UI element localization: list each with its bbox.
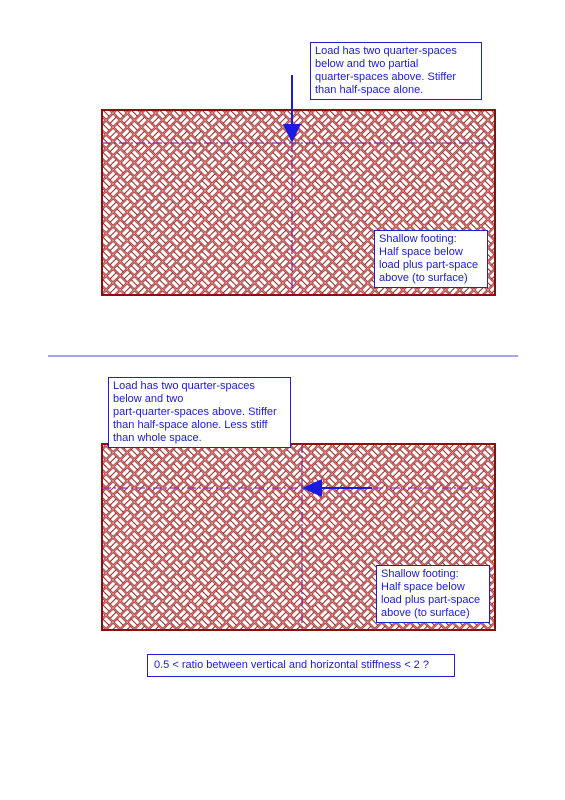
note-line: above (to surface) — [379, 272, 468, 284]
note-line: below and two — [113, 393, 184, 405]
note-line: Half space below — [381, 581, 465, 593]
note-line: than whole space. — [113, 432, 202, 444]
top-footing-note — [374, 230, 488, 288]
note-line: Load has two quarter-spaces — [113, 380, 255, 392]
note-line: than half-space alone. Less stiff — [113, 419, 268, 431]
note-line: load plus part-space — [379, 259, 479, 271]
note-line: than half-space alone. — [315, 84, 424, 96]
stiffness-ratio-question — [147, 654, 455, 677]
note-line: below and two partial — [315, 58, 419, 70]
note-line: Half space below — [379, 246, 463, 258]
bottom-load-note — [108, 377, 291, 448]
top-load-note — [310, 42, 482, 100]
note-line: part-quarter-spaces above. Stiffer — [113, 406, 277, 418]
note-line: load plus part-space — [381, 594, 481, 606]
note-line: Shallow footing: — [379, 233, 457, 245]
note-line: Shallow footing: — [381, 568, 459, 580]
note-line: quarter-spaces above. Stiffer — [315, 71, 457, 83]
note-line: Load has two quarter-spaces — [315, 45, 457, 57]
question-text: 0.5 < ratio between vertical and horizontal stiffness < 2 ? — [154, 659, 429, 671]
bottom-footing-note — [376, 565, 490, 623]
note-line: above (to surface) — [381, 607, 470, 619]
